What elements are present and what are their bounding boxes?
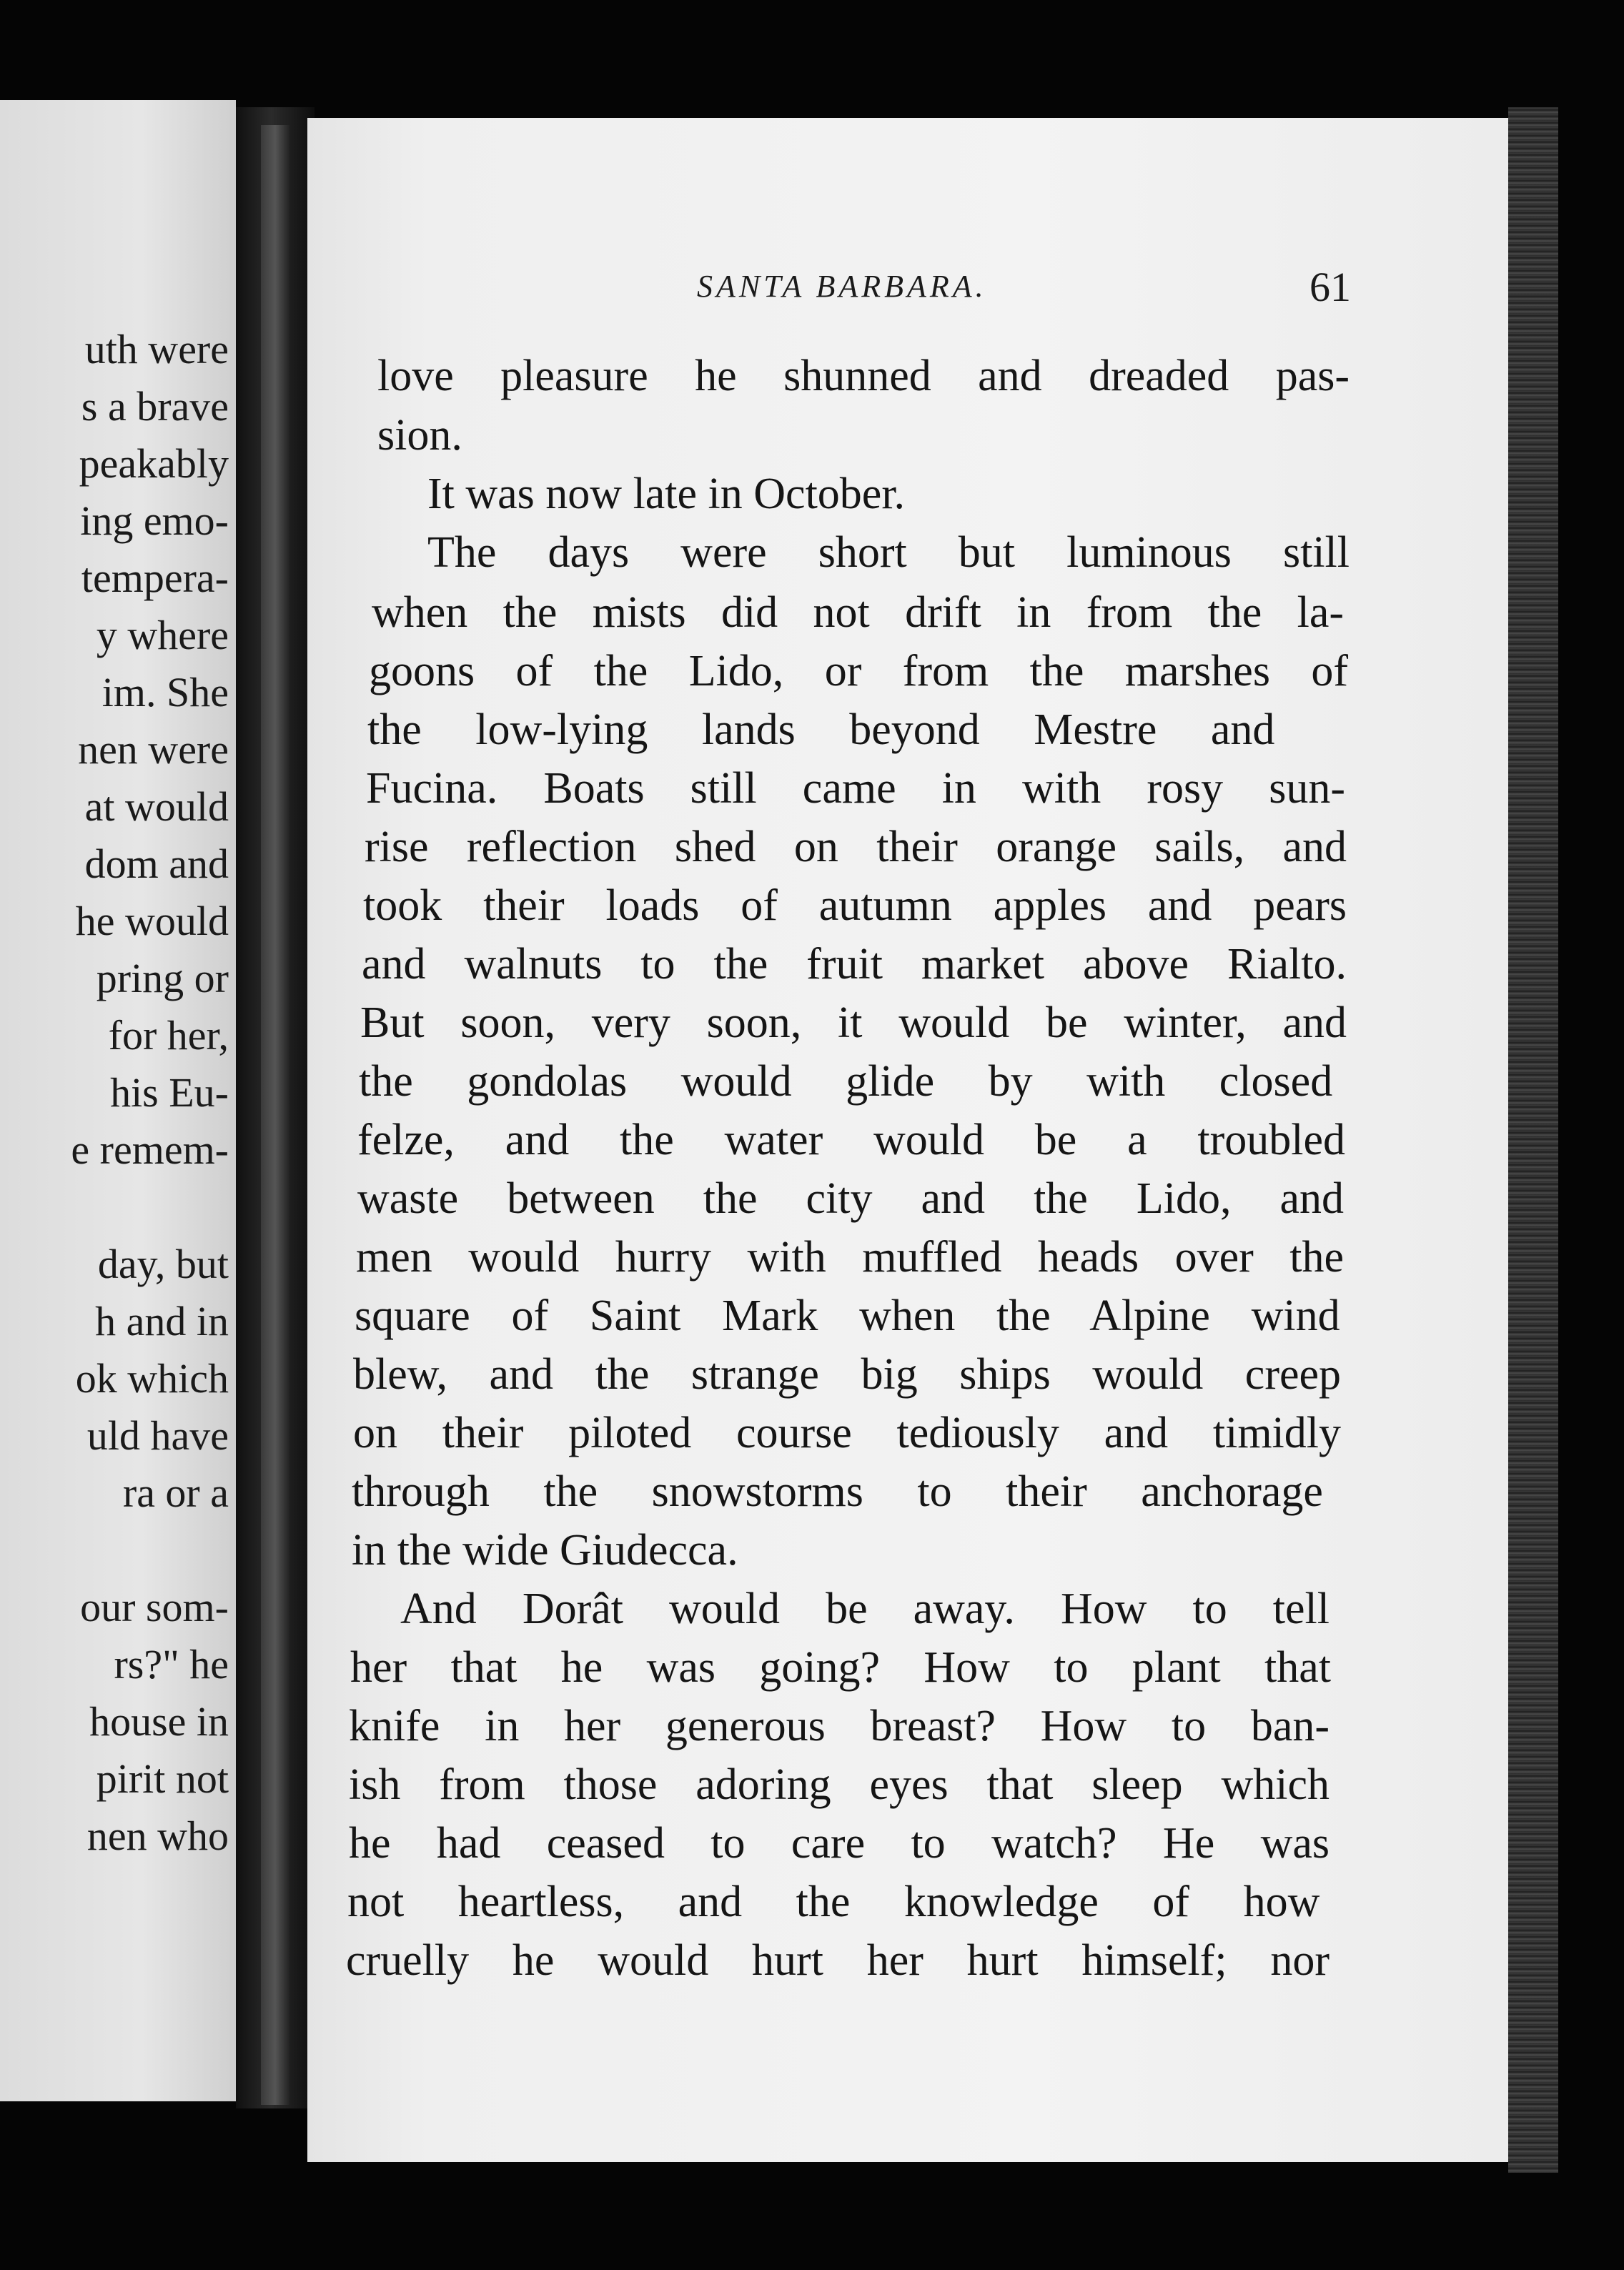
text-line: ish from those adoring eyes that sleep which [349,1760,1330,1809]
left-page-line: pirit not [96,1755,229,1802]
left-page-line: tempera- [81,555,229,601]
left-page-line: nen who [86,1813,229,1859]
left-page-line: pring or [96,955,229,1001]
text-line: knife in her generous breast? How to ban- [349,1702,1330,1750]
text-line: cruelly he would hurt her hurt himself; nor [346,1936,1330,1985]
left-page-line: s a brave [81,383,229,430]
text-line: felze, and the water would be a troubled [357,1116,1345,1164]
left-page-line: rs?" he [114,1641,229,1687]
left-page-line: for her, [108,1012,229,1059]
text-line: the low-lying lands beyond Mestre and [367,705,1275,754]
page-edge [1508,107,1558,2173]
left-page-line: ing emo- [80,497,229,544]
left-page-line: ok which [75,1355,229,1402]
text-line: rise reflection shed on their orange sails, and [365,823,1347,871]
text-line: blew, and the strange big ships would creep [353,1350,1341,1399]
left-page-line: at would [84,783,229,830]
left-page [0,100,236,2101]
left-page-line: uth were [84,326,229,372]
text-line: her that he was going? How to plant that [350,1643,1331,1692]
text-line: and walnuts to the fruit market above Rialto. [362,940,1347,988]
text-line: not heartless, and the knowledge of how [347,1878,1320,1926]
text-line: when the mists did not drift in from the la- [372,588,1344,637]
text-line: But soon, very soon, it would be winter, and [360,998,1347,1047]
text-line: And Dorât would be away. How to tell [400,1585,1330,1633]
left-page-line: day, but [97,1241,229,1287]
page-number: 61 [1309,264,1351,310]
left-page-line: h and in [95,1298,229,1344]
text-line: love pleasure he shunned and dreaded pas- [377,352,1350,400]
text-line: took their loads of autumn apples and pears [363,881,1347,930]
text-line: in the wide Giudecca. [352,1526,738,1575]
left-page-line: y where [96,612,229,658]
text-line: Fucina. Boats still came in with rosy sun- [366,764,1345,813]
left-page-line: peakably [79,440,229,487]
left-page-line: he would [75,898,229,944]
spine-edge [261,125,289,2105]
left-page-line: ra or a [122,1469,229,1516]
running-head: SANTA BARBARA. [697,269,987,304]
left-page-line: nen were [78,726,229,773]
left-page-line: im. She [102,669,229,715]
text-line: on their piloted course tediously and timidly [353,1409,1341,1457]
text-line: square of Saint Mark when the Alpine wind [355,1292,1340,1340]
text-line: through the snowstorms to their anchorage [352,1467,1323,1516]
text-line: The days were short but luminous still [427,528,1350,577]
left-page-line: e remem- [71,1126,229,1173]
text-line: It was now late in October. [427,470,906,518]
left-page-line: our som- [80,1584,229,1630]
left-page-line: house in [89,1698,229,1745]
text-line: waste between the city and the Lido, and [357,1174,1344,1223]
text-line: goons of the Lido, or from the marshes of [369,647,1348,695]
text-line: sion. [377,411,462,460]
left-page-line: uld have [86,1412,229,1459]
text-line: men would hurry with muffled heads over the [356,1233,1344,1282]
text-line: he had ceased to care to watch? He was [349,1819,1330,1868]
left-page-line: dom and [84,841,229,887]
left-page-line: his Eu- [110,1069,229,1116]
text-line: the gondolas would glide by with closed [359,1057,1333,1106]
